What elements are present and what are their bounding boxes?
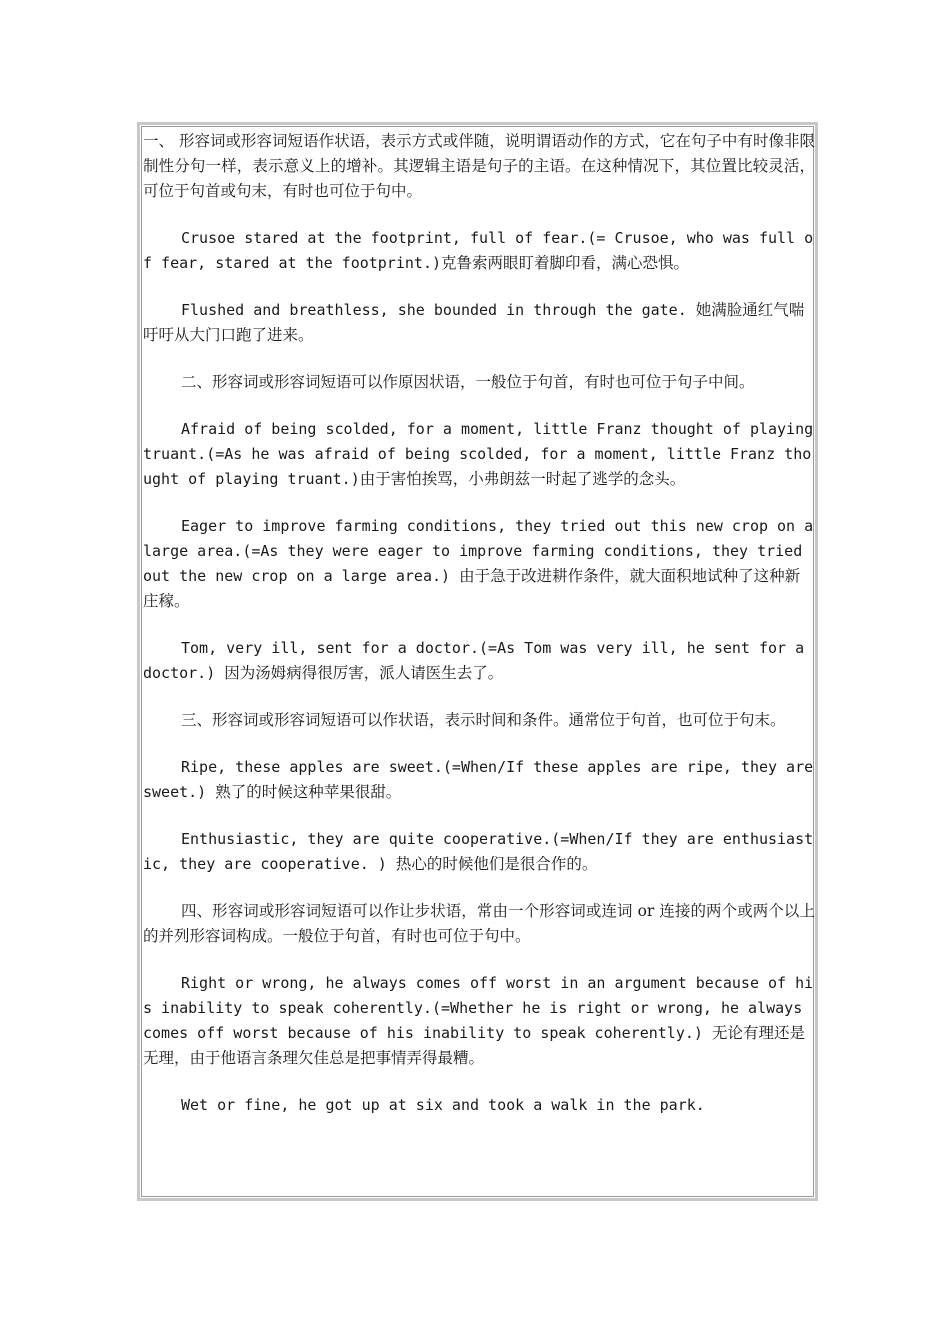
text-box (137, 122, 818, 1201)
example-paragraph-2 (143, 298, 815, 348)
example-english: Tom, very ill, sent for a doctor.(=As Tom was very ill, he sent for a doctor.) (143, 639, 805, 682)
example-chinese: 热心的时候他们是很合作的。 (395, 855, 598, 873)
example-english: Afraid of being scolded, for a moment, little Franz thought of playing truant.(=As he was afraid of being scolded, for a moment, little Franz thought of playing truant.) (143, 420, 814, 488)
example-english: Crusoe stared at the footprint, full of fear.(= Crusoe, who was full of fear, stared at the footprint.) (143, 229, 814, 272)
text-content (143, 129, 815, 1140)
rule-paragraph-1 (143, 129, 815, 204)
example-paragraph-8 (143, 971, 815, 1071)
example-chinese: 无论有理还是无理，由于他语言条理欠佳总是把事情弄得最糟。 (143, 1024, 805, 1067)
example-english: Ripe, these apples are sweet.(=When/If these apples are ripe, they are sweet.) (143, 758, 814, 801)
example-english: Enthusiastic, they are quite cooperative.(=When/If they are enthusiastic, they are cooperative. ) (143, 830, 814, 873)
example-paragraph-4 (143, 514, 815, 614)
example-paragraph-5 (143, 636, 815, 686)
example-chinese: 因为汤姆病得很厉害，派人请医生去了。 (224, 664, 504, 682)
example-paragraph-7 (143, 827, 815, 877)
example-paragraph-3 (143, 417, 815, 492)
rule-text: 二、形容词或形容词短语可以作原因状语，一般位于句首，有时也可位于句子中间。 (181, 373, 755, 391)
example-english: Eager to improve farming conditions, they tried out this new crop on a large area.(=As they were eager to improve farming conditions, they tried out the new crop on a large area.) (143, 517, 814, 585)
example-english: Wet or fine, he got up at six and took a walk in the park. (181, 1096, 705, 1114)
example-chinese: 克鲁索两眼盯着脚印看，满心恐惧。 (441, 254, 690, 272)
example-chinese: 熟了的时候这种苹果很甜。 (215, 783, 402, 801)
rule-text: 四、形容词或形容词短语可以作让步状语，常由一个形容词或连词 or 连接的两个或两个以上的并列形容词构成。一般位于句首，有时也可位于句中。 (143, 902, 815, 945)
example-english: Right or wrong, he always comes off worst in an argument because of his inability to speak coherently.(=Whether he is right or wrong, he always comes off worst because of his inability to speak coherently.) (143, 974, 814, 1042)
rule-paragraph-2 (143, 370, 815, 395)
rule-text: 一、 形容词或形容词短语作状语，表示方式或伴随，说明谓语动作的方式，它在句子中有时像非限制性分句一样，表示意义上的增补。其逻辑主语是句子的主语。在这种情况下，其位置比较灵活，可位于句首或句末，有时也可位于句中。 (143, 132, 815, 200)
example-english: Flushed and breathless, she bounded in through the gate. (181, 301, 696, 319)
rule-text: 三、形容词或形容词短语可以作状语，表示时间和条件。通常位于句首，也可位于句末。 (181, 711, 786, 729)
rule-paragraph-4 (143, 899, 815, 949)
example-chinese: 由于急于改进耕作条件，就大面积地试种了这种新庄稼。 (143, 567, 801, 610)
rule-paragraph-3 (143, 708, 815, 733)
example-chinese: 她满脸通红气喘吁吁从大门口跑了进来。 (143, 301, 805, 344)
example-paragraph-9 (143, 1093, 815, 1118)
example-paragraph-6 (143, 755, 815, 805)
example-chinese: 由于害怕挨骂，小弗朗兹一时起了逃学的念头。 (359, 470, 686, 488)
example-paragraph-1 (143, 226, 815, 276)
